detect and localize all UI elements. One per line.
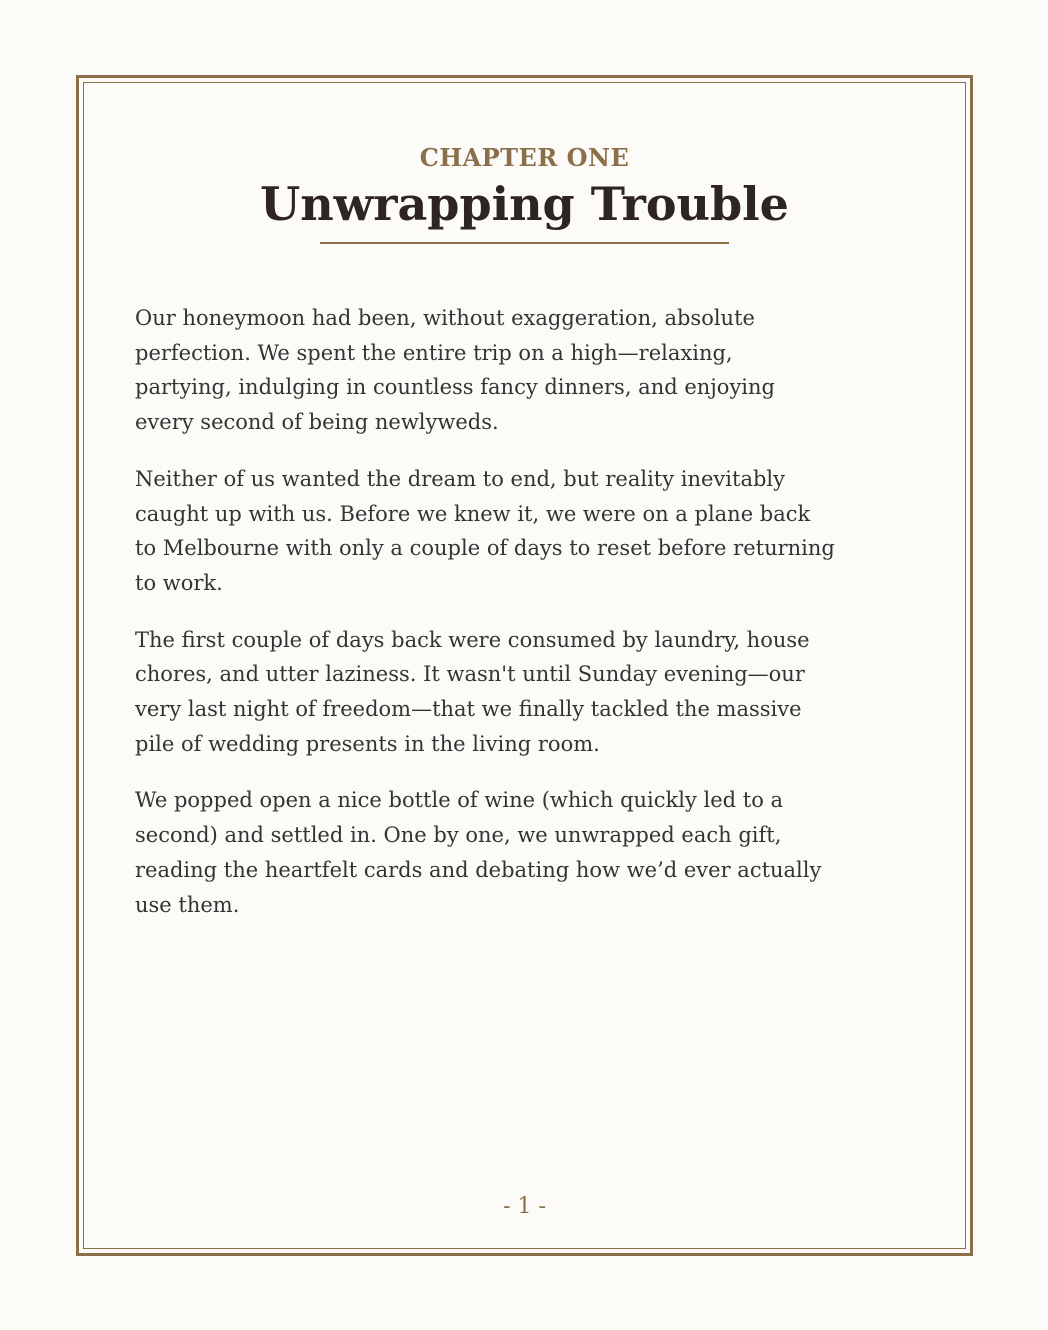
chapter-label: CHAPTER ONE bbox=[419, 143, 630, 172]
paragraph: We popped open a nice bottle of wine (which quickly led to a second) and settled in. One by one, we unwrapped each gift, reading the heartfelt cards and debating how we’d ever actually use them. bbox=[135, 788, 822, 917]
paragraph: Our honeymoon had been, without exaggeration, absolute perfection. We spent the entire trip on a high—relaxing, partying, indulging in countless fancy dinners, and enjoying every second of being newlyweds. bbox=[135, 306, 775, 435]
page-number: - 1 - bbox=[503, 1194, 546, 1219]
paragraph: Neither of us wanted the dream to end, but reality inevitably caught up with us. Before we knew it, we were on a plane back to Melbourne with only a couple of days to reset before returning to work. bbox=[135, 466, 835, 595]
paragraph: The first couple of days back were consumed by laundry, house chores, and utter laziness. It wasn't until Sunday evening—our very last night of freedom—that we finally tackled the massive pile of wedding presents in the living room. bbox=[135, 627, 810, 756]
chapter-body bbox=[135, 301, 835, 944]
chapter-title: Unwrapping Trouble bbox=[260, 177, 789, 231]
page-frame bbox=[76, 75, 973, 1256]
title-divider bbox=[320, 242, 729, 244]
